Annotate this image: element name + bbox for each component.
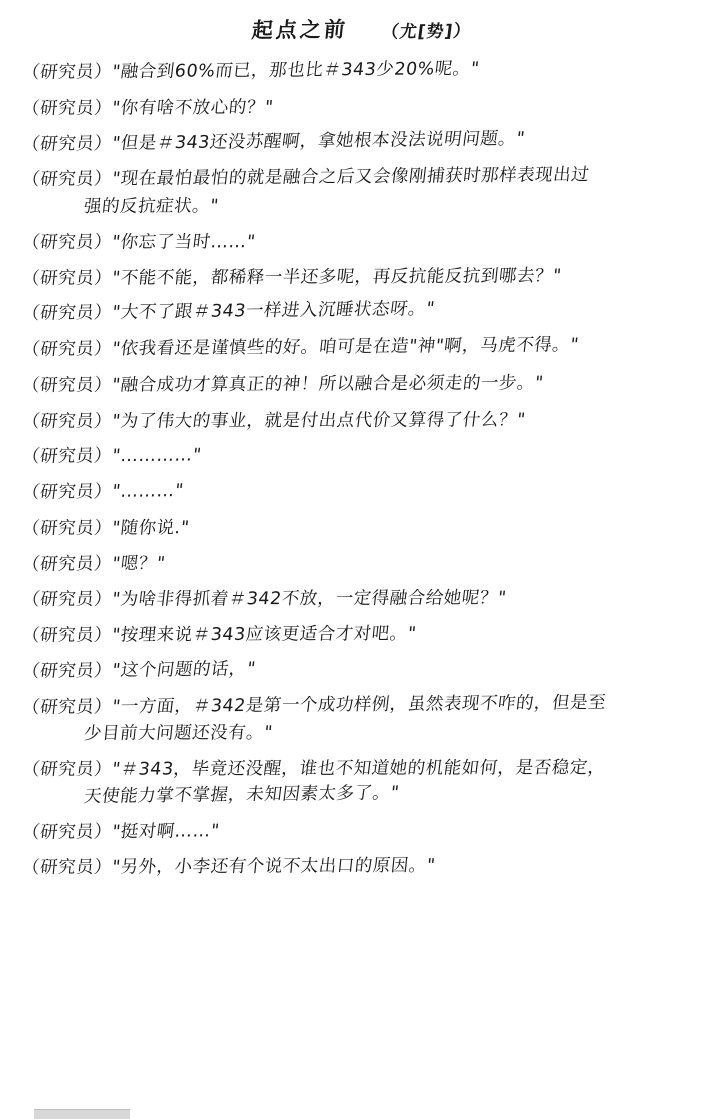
- page-footer-bar: [34, 1109, 130, 1119]
- transcript-line: （研究员）"为啥非得抓着＃342不放，一定得融合给她呢？": [20, 588, 508, 611]
- transcript-line: （研究员）"一方面，＃342是第一个成功样例，虽然表现不咋的，但是至: [20, 692, 608, 718]
- transcript-line: （研究员）"………": [20, 481, 185, 503]
- transcript-line: （研究员）"依我看还是谨慎些的好。咱可是在造"神"啊，马虎不得。": [20, 335, 580, 360]
- transcript-line: （研究员）"嗯？": [20, 553, 167, 575]
- page-title-note: （尤[势]）: [380, 21, 473, 43]
- transcript-line: （研究员）"不能不能，都稀释一半还多呢，再反抗能反抗到哪去？": [21, 265, 563, 289]
- transcript-line: （研究员）"…………": [20, 445, 203, 468]
- transcript-line: （研究员）"现在最怕最怕的就是融合之后又会像刚捕获时那样表现出过: [20, 165, 591, 191]
- page-title: 起点之前: [250, 17, 350, 43]
- transcript-line: （研究员）"大不了跟＃343一样进入沉睡状态呀。": [20, 299, 437, 325]
- transcript-line-continuation: 强的反抗症状。": [83, 196, 220, 217]
- transcript-line: （研究员）"按理来说＃343应该更适合才对吧。": [21, 623, 418, 646]
- transcript-line: （研究员）"另外，小李还有个说不太出口的原因。": [21, 856, 437, 879]
- transcript-line-continuation: 天使能力掌不掌握，未知因素太多了。": [82, 782, 401, 807]
- transcript-line-continuation: 少目前大问题还没有。": [83, 723, 274, 745]
- transcript-line: （研究员）"为了伟大的事业，就是付出点代价又算得了什么？": [20, 409, 527, 432]
- transcript-line: （研究员）"融合成功才算真正的神！所以融合是必须走的一步。": [21, 373, 545, 396]
- transcript-line: （研究员）"＃343，毕竟还没醒，谁也不知道她的机能如何，是否稳定，: [20, 757, 607, 780]
- transcript-line: （研究员）"你忘了当时……": [20, 231, 257, 253]
- transcript-line: （研究员）"挺对啊……": [20, 820, 221, 843]
- transcript-line: （研究员）"随你说.": [21, 517, 191, 539]
- transcript-line: （研究员）"这个问题的话，": [20, 658, 257, 682]
- page-title-row: [22, 14, 702, 44]
- transcript-line: （研究员）"你有啥不放心的？": [21, 97, 275, 119]
- transcript-lines: [20, 59, 702, 880]
- transcript-line: （研究员）"但是＃343还没苏醒啊，拿她根本没法说明问题。": [20, 128, 527, 155]
- transcript-line: （研究员）"融合到60%而已，那也比＃343少20%呢。": [20, 59, 481, 83]
